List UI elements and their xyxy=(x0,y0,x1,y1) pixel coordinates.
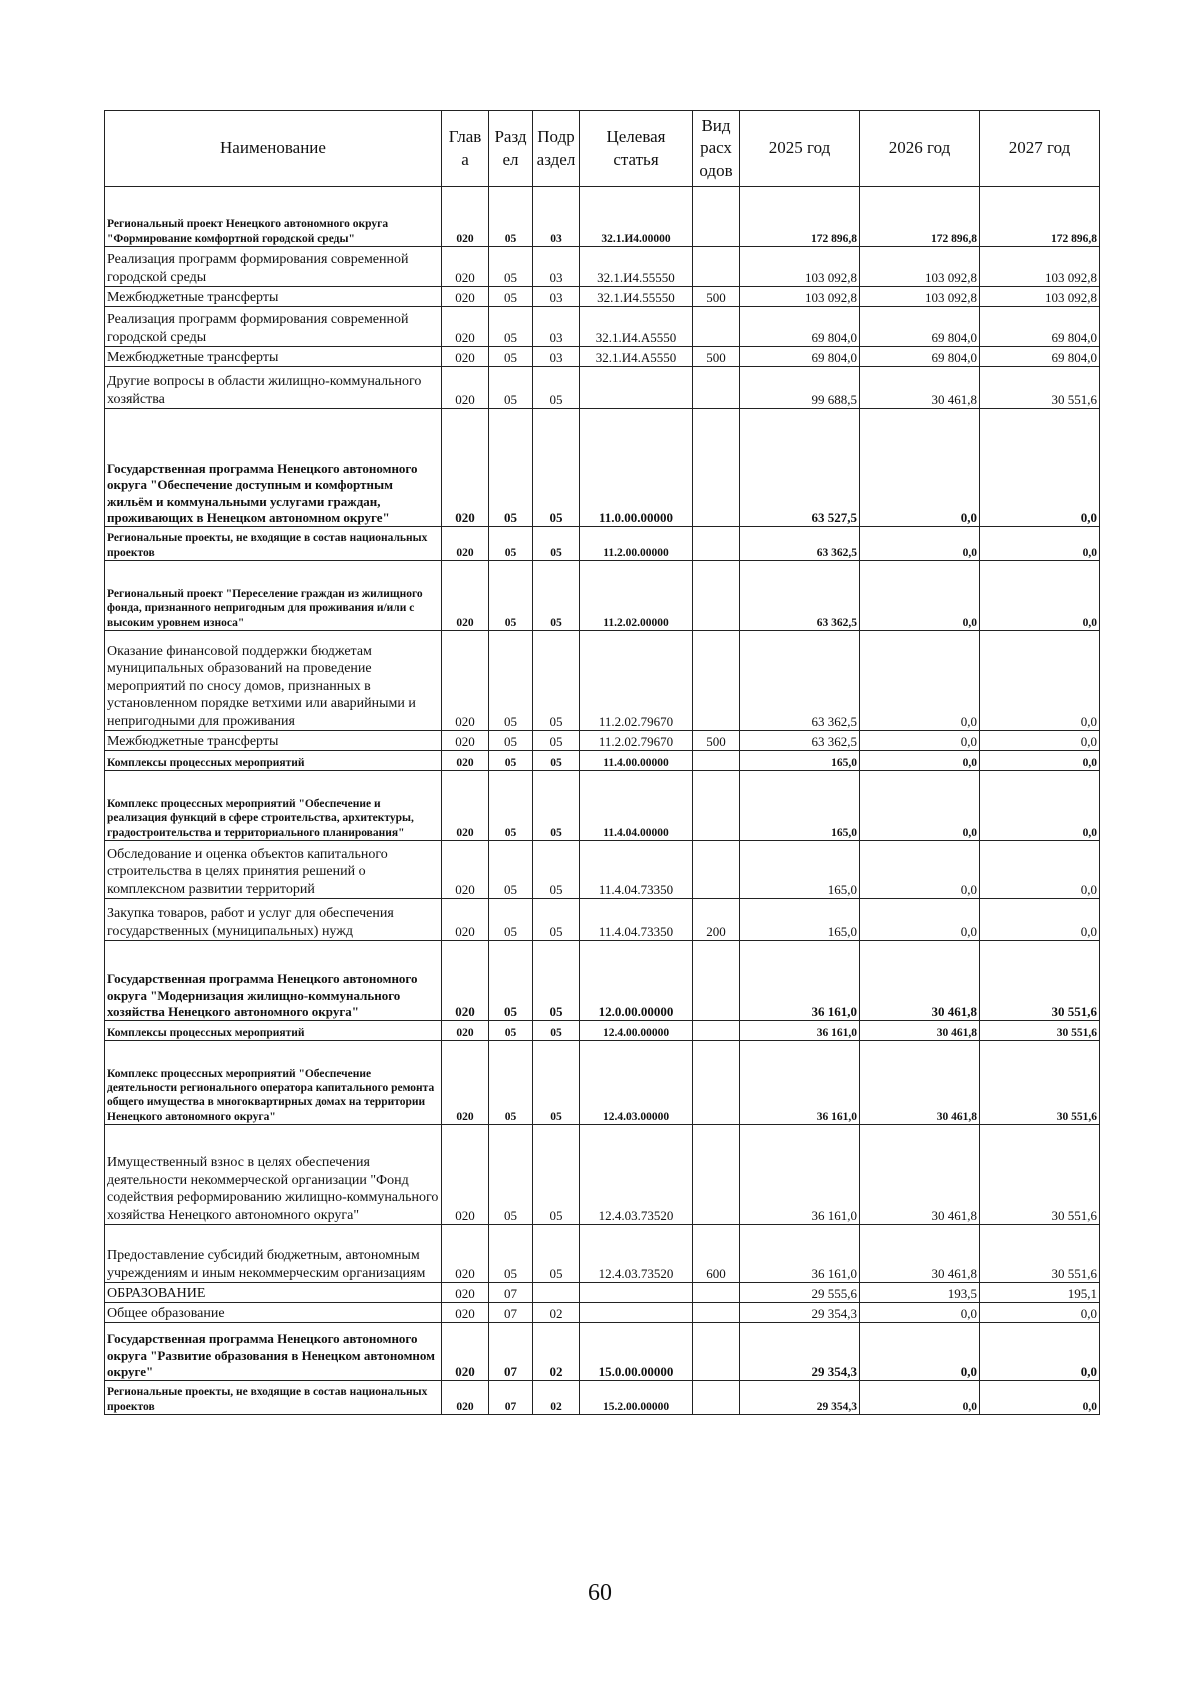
row-target-article xyxy=(580,1283,693,1303)
row-amount-2027: 30 551,6 xyxy=(980,1021,1100,1041)
table-row xyxy=(105,1303,1100,1323)
row-amount-2025: 36 161,0 xyxy=(740,1041,860,1125)
table-row xyxy=(105,527,1100,561)
table-row xyxy=(105,631,1100,731)
row-glava: 020 xyxy=(442,841,489,899)
row-amount-2025: 36 161,0 xyxy=(740,1125,860,1225)
row-podrazdel: 05 xyxy=(533,1021,580,1041)
row-target-article: 32.1.И4.А5550 xyxy=(580,307,693,347)
row-amount-2026: 0,0 xyxy=(860,409,980,527)
row-amount-2026: 69 804,0 xyxy=(860,347,980,367)
row-glava: 020 xyxy=(442,367,489,409)
row-amount-2026: 30 461,8 xyxy=(860,1125,980,1225)
budget-table xyxy=(104,110,1100,1415)
row-target-article: 32.1.И4.00000 xyxy=(580,187,693,247)
row-amount-2027: 0,0 xyxy=(980,561,1100,631)
row-podrazdel: 05 xyxy=(533,527,580,561)
row-expense-type: 600 xyxy=(693,1225,740,1283)
row-podrazdel: 02 xyxy=(533,1323,580,1381)
row-amount-2026: 0,0 xyxy=(860,527,980,561)
row-podrazdel: 05 xyxy=(533,631,580,731)
row-razdel: 07 xyxy=(489,1303,533,1323)
row-podrazdel: 03 xyxy=(533,187,580,247)
row-target-article: 11.2.02.79670 xyxy=(580,731,693,751)
row-razdel: 05 xyxy=(489,771,533,841)
row-target-article: 15.0.00.00000 xyxy=(580,1323,693,1381)
table-row xyxy=(105,1283,1100,1303)
header-2025: 2025 год xyxy=(740,111,860,187)
row-amount-2025: 29 354,3 xyxy=(740,1381,860,1415)
row-expense-type xyxy=(693,751,740,771)
row-amount-2026: 0,0 xyxy=(860,1381,980,1415)
row-name: Общее образование xyxy=(105,1303,442,1323)
row-razdel: 05 xyxy=(489,631,533,731)
row-amount-2025: 69 804,0 xyxy=(740,347,860,367)
row-amount-2026: 0,0 xyxy=(860,771,980,841)
row-name: Обследование и оценка объектов капитального строительства в целях принятия решений о комплексном развитии территорий xyxy=(105,841,442,899)
row-podrazdel: 03 xyxy=(533,287,580,307)
row-razdel: 05 xyxy=(489,527,533,561)
row-expense-type xyxy=(693,941,740,1021)
row-amount-2025: 63 362,5 xyxy=(740,561,860,631)
row-name: Межбюджетные трансферты xyxy=(105,347,442,367)
row-amount-2025: 29 555,6 xyxy=(740,1283,860,1303)
row-expense-type xyxy=(693,1125,740,1225)
table-row xyxy=(105,1125,1100,1225)
row-amount-2026: 0,0 xyxy=(860,841,980,899)
row-name: Комплексы процессных мероприятий xyxy=(105,751,442,771)
row-amount-2026: 0,0 xyxy=(860,899,980,941)
row-target-article xyxy=(580,367,693,409)
row-expense-type: 200 xyxy=(693,899,740,941)
row-amount-2027: 0,0 xyxy=(980,751,1100,771)
row-podrazdel: 05 xyxy=(533,561,580,631)
row-expense-type xyxy=(693,1381,740,1415)
row-name: Региональные проекты, не входящие в состав национальных проектов xyxy=(105,527,442,561)
row-target-article: 32.1.И4.А5550 xyxy=(580,347,693,367)
row-target-article: 11.2.02.00000 xyxy=(580,561,693,631)
row-glava: 020 xyxy=(442,527,489,561)
header-expense-type: Вид расх одов xyxy=(693,111,740,187)
row-amount-2026: 0,0 xyxy=(860,751,980,771)
row-amount-2026: 0,0 xyxy=(860,1323,980,1381)
row-amount-2027: 0,0 xyxy=(980,527,1100,561)
row-podrazdel: 05 xyxy=(533,731,580,751)
row-amount-2027: 0,0 xyxy=(980,841,1100,899)
row-expense-type xyxy=(693,841,740,899)
table-row xyxy=(105,367,1100,409)
table-row xyxy=(105,307,1100,347)
header-glava: Глав а xyxy=(442,111,489,187)
row-amount-2027: 69 804,0 xyxy=(980,347,1100,367)
row-name: Другие вопросы в области жилищно-коммунального хозяйства xyxy=(105,367,442,409)
row-podrazdel: 05 xyxy=(533,841,580,899)
row-amount-2027: 30 551,6 xyxy=(980,1225,1100,1283)
row-razdel: 05 xyxy=(489,409,533,527)
row-glava: 020 xyxy=(442,347,489,367)
row-name: Реализация программ формирования современной городской среды xyxy=(105,247,442,287)
row-amount-2027: 69 804,0 xyxy=(980,307,1100,347)
row-amount-2026: 30 461,8 xyxy=(860,1041,980,1125)
row-razdel: 05 xyxy=(489,287,533,307)
table-row xyxy=(105,941,1100,1021)
table-row xyxy=(105,751,1100,771)
header-podrazdel: Подр аздел xyxy=(533,111,580,187)
table-row xyxy=(105,1381,1100,1415)
row-razdel: 07 xyxy=(489,1323,533,1381)
row-amount-2027: 172 896,8 xyxy=(980,187,1100,247)
row-target-article: 12.4.03.00000 xyxy=(580,1041,693,1125)
row-expense-type xyxy=(693,561,740,631)
table-header-row xyxy=(105,111,1100,187)
row-amount-2027: 0,0 xyxy=(980,731,1100,751)
row-glava: 020 xyxy=(442,899,489,941)
row-name: Закупка товаров, работ и услуг для обеспечения государственных (муниципальных) нужд xyxy=(105,899,442,941)
row-target-article: 12.4.03.73520 xyxy=(580,1225,693,1283)
row-podrazdel: 05 xyxy=(533,1041,580,1125)
row-name: Региональный проект "Переселение граждан из жилищного фонда, признанного непригодным для проживания и/или с высоким уровнем износа" xyxy=(105,561,442,631)
row-name: Реализация программ формирования современной городской среды xyxy=(105,307,442,347)
row-amount-2027: 0,0 xyxy=(980,631,1100,731)
row-glava: 020 xyxy=(442,1303,489,1323)
table-row xyxy=(105,899,1100,941)
row-glava: 020 xyxy=(442,1021,489,1041)
row-podrazdel: 05 xyxy=(533,941,580,1021)
row-amount-2026: 103 092,8 xyxy=(860,287,980,307)
row-glava: 020 xyxy=(442,1125,489,1225)
row-razdel: 05 xyxy=(489,731,533,751)
row-name: Предоставление субсидий бюджетным, автономным учреждениям и иным некоммерческим организациям xyxy=(105,1225,442,1283)
table-row xyxy=(105,247,1100,287)
row-glava: 020 xyxy=(442,187,489,247)
row-amount-2027: 30 551,6 xyxy=(980,1041,1100,1125)
row-amount-2025: 36 161,0 xyxy=(740,1225,860,1283)
row-podrazdel: 05 xyxy=(533,1125,580,1225)
table-body xyxy=(105,187,1100,1415)
row-target-article: 32.1.И4.55550 xyxy=(580,247,693,287)
table-row xyxy=(105,561,1100,631)
row-glava: 020 xyxy=(442,409,489,527)
row-amount-2025: 99 688,5 xyxy=(740,367,860,409)
row-name: Межбюджетные трансферты xyxy=(105,287,442,307)
row-razdel: 05 xyxy=(489,1125,533,1225)
row-glava: 020 xyxy=(442,751,489,771)
row-expense-type xyxy=(693,409,740,527)
row-razdel: 05 xyxy=(489,899,533,941)
row-amount-2025: 172 896,8 xyxy=(740,187,860,247)
header-2026: 2026 год xyxy=(860,111,980,187)
header-target-article: Целевая статья xyxy=(580,111,693,187)
row-target-article: 12.4.00.00000 xyxy=(580,1021,693,1041)
row-razdel: 05 xyxy=(489,1021,533,1041)
row-amount-2025: 36 161,0 xyxy=(740,941,860,1021)
row-podrazdel: 02 xyxy=(533,1303,580,1323)
row-expense-type xyxy=(693,771,740,841)
row-razdel: 05 xyxy=(489,1041,533,1125)
row-name: ОБРАЗОВАНИЕ xyxy=(105,1283,442,1303)
row-target-article: 11.4.04.73350 xyxy=(580,899,693,941)
row-amount-2025: 36 161,0 xyxy=(740,1021,860,1041)
row-podrazdel: 05 xyxy=(533,367,580,409)
row-name: Государственная программа Ненецкого автономного округа "Обеспечение доступным и комфортным жильём и коммунальными услугами граждан, проживающих в Ненецком автономном округе" xyxy=(105,409,442,527)
row-amount-2027: 0,0 xyxy=(980,409,1100,527)
row-amount-2027: 30 551,6 xyxy=(980,941,1100,1021)
row-name: Государственная программа Ненецкого автономного округа "Развитие образования в Ненецком автономном округе" xyxy=(105,1323,442,1381)
table-row xyxy=(105,841,1100,899)
row-expense-type: 500 xyxy=(693,287,740,307)
table-row xyxy=(105,1041,1100,1125)
header-name: Наименование xyxy=(105,111,442,187)
row-target-article: 11.0.00.00000 xyxy=(580,409,693,527)
row-podrazdel xyxy=(533,1283,580,1303)
row-razdel: 05 xyxy=(489,1225,533,1283)
row-amount-2025: 63 527,5 xyxy=(740,409,860,527)
row-amount-2025: 103 092,8 xyxy=(740,287,860,307)
row-amount-2025: 63 362,5 xyxy=(740,527,860,561)
row-razdel: 05 xyxy=(489,941,533,1021)
row-expense-type xyxy=(693,527,740,561)
row-razdel: 05 xyxy=(489,307,533,347)
row-expense-type xyxy=(693,187,740,247)
row-amount-2027: 103 092,8 xyxy=(980,287,1100,307)
row-podrazdel: 03 xyxy=(533,307,580,347)
row-expense-type xyxy=(693,307,740,347)
row-amount-2025: 69 804,0 xyxy=(740,307,860,347)
table-row xyxy=(105,1225,1100,1283)
row-amount-2026: 0,0 xyxy=(860,561,980,631)
row-name: Комплекс процессных мероприятий "Обеспечение и реализация функций в сфере строительства, архитектуры, градостроительства и территориального планирования" xyxy=(105,771,442,841)
row-name: Комплекс процессных мероприятий "Обеспечение деятельности регионального оператора капитального ремонта общего имущества в многоквартирных домах на территории Ненецкого автономного округа" xyxy=(105,1041,442,1125)
row-glava: 020 xyxy=(442,1323,489,1381)
row-razdel: 05 xyxy=(489,187,533,247)
row-razdel: 05 xyxy=(489,561,533,631)
row-glava: 020 xyxy=(442,1041,489,1125)
row-name: Комплексы процессных мероприятий xyxy=(105,1021,442,1041)
row-amount-2026: 193,5 xyxy=(860,1283,980,1303)
row-amount-2025: 29 354,3 xyxy=(740,1303,860,1323)
row-amount-2026: 30 461,8 xyxy=(860,367,980,409)
row-amount-2027: 30 551,6 xyxy=(980,1125,1100,1225)
row-amount-2026: 172 896,8 xyxy=(860,187,980,247)
row-podrazdel: 05 xyxy=(533,409,580,527)
row-amount-2026: 0,0 xyxy=(860,631,980,731)
table-row xyxy=(105,731,1100,751)
row-target-article: 11.2.00.00000 xyxy=(580,527,693,561)
table-row xyxy=(105,187,1100,247)
row-podrazdel: 03 xyxy=(533,247,580,287)
table-row xyxy=(105,1323,1100,1381)
row-expense-type xyxy=(693,1021,740,1041)
row-amount-2027: 0,0 xyxy=(980,899,1100,941)
header-2027: 2027 год xyxy=(980,111,1100,187)
row-razdel: 07 xyxy=(489,1381,533,1415)
table-row xyxy=(105,409,1100,527)
row-amount-2025: 165,0 xyxy=(740,899,860,941)
table-row xyxy=(105,1021,1100,1041)
row-amount-2025: 63 362,5 xyxy=(740,731,860,751)
row-amount-2025: 165,0 xyxy=(740,751,860,771)
row-expense-type xyxy=(693,1283,740,1303)
row-name: Межбюджетные трансферты xyxy=(105,731,442,751)
table-row xyxy=(105,287,1100,307)
row-expense-type xyxy=(693,1323,740,1381)
row-amount-2027: 103 092,8 xyxy=(980,247,1100,287)
row-expense-type xyxy=(693,631,740,731)
table-row xyxy=(105,771,1100,841)
row-glava: 020 xyxy=(442,307,489,347)
row-amount-2026: 69 804,0 xyxy=(860,307,980,347)
row-glava: 020 xyxy=(442,731,489,751)
row-glava: 020 xyxy=(442,631,489,731)
row-razdel: 05 xyxy=(489,347,533,367)
row-amount-2027: 195,1 xyxy=(980,1283,1100,1303)
row-glava: 020 xyxy=(442,771,489,841)
row-glava: 020 xyxy=(442,247,489,287)
row-amount-2027: 30 551,6 xyxy=(980,367,1100,409)
row-name: Государственная программа Ненецкого автономного округа "Модернизация жилищно-коммунального хозяйства Ненецкого автономного округа" xyxy=(105,941,442,1021)
row-expense-type: 500 xyxy=(693,731,740,751)
row-podrazdel: 05 xyxy=(533,1225,580,1283)
row-name: Имущественный взнос в целях обеспечения деятельности некоммерческой организации "Фонд содействия реформированию жилищно-коммунального хозяйства Ненецкого автономного округа" xyxy=(105,1125,442,1225)
row-razdel: 05 xyxy=(489,247,533,287)
row-amount-2027: 0,0 xyxy=(980,771,1100,841)
row-podrazdel: 02 xyxy=(533,1381,580,1415)
page-number: 60 xyxy=(588,1580,612,1606)
row-glava: 020 xyxy=(442,941,489,1021)
row-amount-2027: 0,0 xyxy=(980,1323,1100,1381)
row-podrazdel: 05 xyxy=(533,751,580,771)
row-amount-2027: 0,0 xyxy=(980,1303,1100,1323)
row-target-article: 11.2.02.79670 xyxy=(580,631,693,731)
row-target-article: 12.4.03.73520 xyxy=(580,1125,693,1225)
row-amount-2026: 30 461,8 xyxy=(860,1225,980,1283)
table-row xyxy=(105,347,1100,367)
row-target-article: 11.4.00.00000 xyxy=(580,751,693,771)
row-razdel: 05 xyxy=(489,751,533,771)
row-glava: 020 xyxy=(442,561,489,631)
row-amount-2026: 0,0 xyxy=(860,731,980,751)
row-target-article: 32.1.И4.55550 xyxy=(580,287,693,307)
row-razdel: 07 xyxy=(489,1283,533,1303)
row-name: Региональный проект Ненецкого автономного округа "Формирование комфортной городской среды" xyxy=(105,187,442,247)
row-target-article xyxy=(580,1303,693,1323)
row-glava: 020 xyxy=(442,1225,489,1283)
row-amount-2027: 0,0 xyxy=(980,1381,1100,1415)
header-razdel: Разд ел xyxy=(489,111,533,187)
row-amount-2025: 29 354,3 xyxy=(740,1323,860,1381)
row-podrazdel: 05 xyxy=(533,771,580,841)
row-glava: 020 xyxy=(442,287,489,307)
row-amount-2025: 103 092,8 xyxy=(740,247,860,287)
row-expense-type xyxy=(693,247,740,287)
row-expense-type xyxy=(693,1041,740,1125)
row-target-article: 11.4.04.00000 xyxy=(580,771,693,841)
row-podrazdel: 03 xyxy=(533,347,580,367)
row-target-article: 11.4.04.73350 xyxy=(580,841,693,899)
row-glava: 020 xyxy=(442,1381,489,1415)
row-amount-2026: 103 092,8 xyxy=(860,247,980,287)
row-podrazdel: 05 xyxy=(533,899,580,941)
row-amount-2026: 30 461,8 xyxy=(860,1021,980,1041)
row-expense-type xyxy=(693,367,740,409)
row-name: Оказание финансовой поддержки бюджетам муниципальных образований на проведение мероприятий по сносу домов, признанных в установленном порядке ветхими или аварийными и непригодными для проживания xyxy=(105,631,442,731)
row-amount-2025: 165,0 xyxy=(740,771,860,841)
row-expense-type: 500 xyxy=(693,347,740,367)
row-razdel: 05 xyxy=(489,841,533,899)
row-amount-2025: 165,0 xyxy=(740,841,860,899)
row-name: Региональные проекты, не входящие в состав национальных проектов xyxy=(105,1381,442,1415)
row-amount-2026: 30 461,8 xyxy=(860,941,980,1021)
row-amount-2026: 0,0 xyxy=(860,1303,980,1323)
row-target-article: 12.0.00.00000 xyxy=(580,941,693,1021)
row-glava: 020 xyxy=(442,1283,489,1303)
row-expense-type xyxy=(693,1303,740,1323)
row-target-article: 15.2.00.00000 xyxy=(580,1381,693,1415)
row-razdel: 05 xyxy=(489,367,533,409)
row-amount-2025: 63 362,5 xyxy=(740,631,860,731)
